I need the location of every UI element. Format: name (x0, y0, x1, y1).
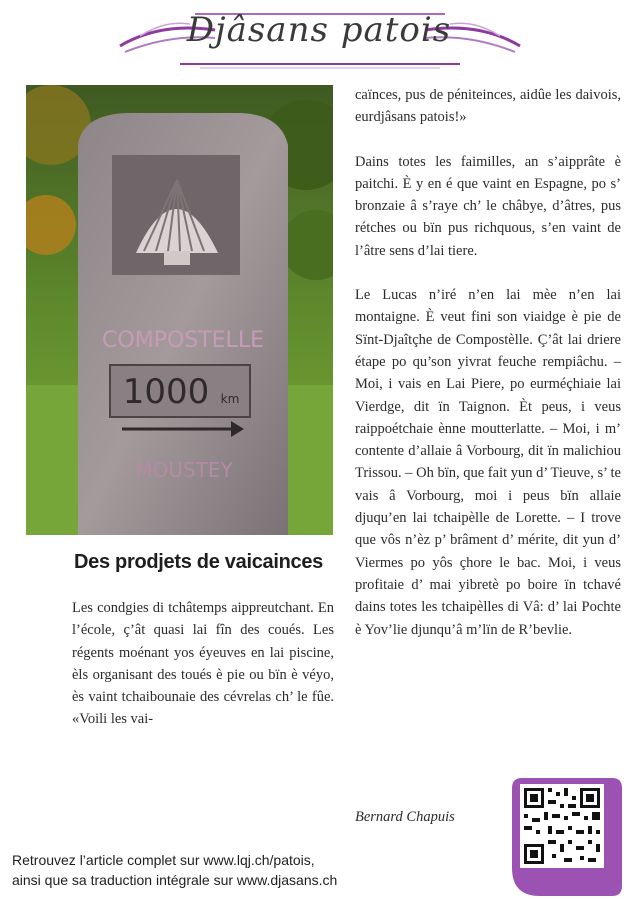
article-headline: Des prodjets de vaicainces (74, 551, 323, 573)
footer-note (12, 850, 462, 890)
stone-text-moustey: MOUSTEY (135, 458, 233, 482)
masthead-title: Djâsans patois (186, 10, 452, 50)
author-name: Bernard Chapuis (355, 809, 455, 825)
milestone-photo (26, 85, 333, 535)
qr-code[interactable] (512, 778, 622, 896)
paragraph: Le Lucas n’iré n’en lai mèe n’en lai montaigne. È veut fini son viaidge è pie de Sïnt-Djaîtçhe de Compostèlle. Ç’ât lai driere étape po qu’son yivrat feuche rempiâchu. – Moi, i vais en Lai Piere, po eurméçhiaie lai Vierdge, dit ïn Taignon. Èt peus, i veus raippoétchaie ènne moutterlatte. – Moi, i m’ contente d’allaie â Vorbourg, dit ïn malichiou Trissou. – Oh bïn, que fait yun d’ Tieuve, s’ te vais â Vorbourg, moi i peus bïn allaie djuqu’en lai tchaipèlle de Lorette. – I trove que vôs n’èz p’ brâment d’ mérite, dit yun d’ Viermes po yôs çhore le bac. Moi, i veus profitaie d’ mai yibretè po boire ïn tchavé dains totes les tchaipèlles di Vâ: d’ lai Pochte è Yov’lie djunqu’â m’lïn de R’bevlie. (355, 287, 621, 638)
footer-line-1: Retrouvez l’article complet sur www.lqj.ch/patois, (12, 852, 315, 868)
masthead (0, 0, 638, 80)
footer-line-2: ainsi que sa traduction intégrale sur www.djasans.ch (12, 872, 338, 888)
milestone-illustration (26, 85, 333, 535)
paragraph: Dains totes les faimilles, an s’aipprâte è paitchi. È y en é que vaint en Espagne, po s’ bronzaie â s’raye ch’ le châbye, d’âtres, pus rétches ou bïn pus richquous, s’en vaint de l’âtre sens d’lai tiere. (355, 153, 621, 259)
paragraph: caïnces, pus de péniteinces, aidûe les daivois, eurdjâsans patois!» (355, 87, 621, 126)
stone-text-compostelle: COMPOSTELLE (102, 328, 264, 353)
article-right-column (355, 84, 621, 641)
stone-text-distance: 1000 (122, 372, 210, 412)
stone-text-unit: km (220, 392, 240, 406)
paragraph: Les condgies di tchâtemps aippreutchant. En l’école, ç’ât quasi lai fîn des coués. Les régents moénant yos éyeuves en lai piscine, èls organisant des toués è pie ou bïn è véyo, ès vaint tchaibounaie des cévrelas ch’ le fûe. «Voili les vai- (72, 600, 334, 728)
article-left-column (72, 597, 334, 731)
qr-code-icon (512, 778, 622, 896)
